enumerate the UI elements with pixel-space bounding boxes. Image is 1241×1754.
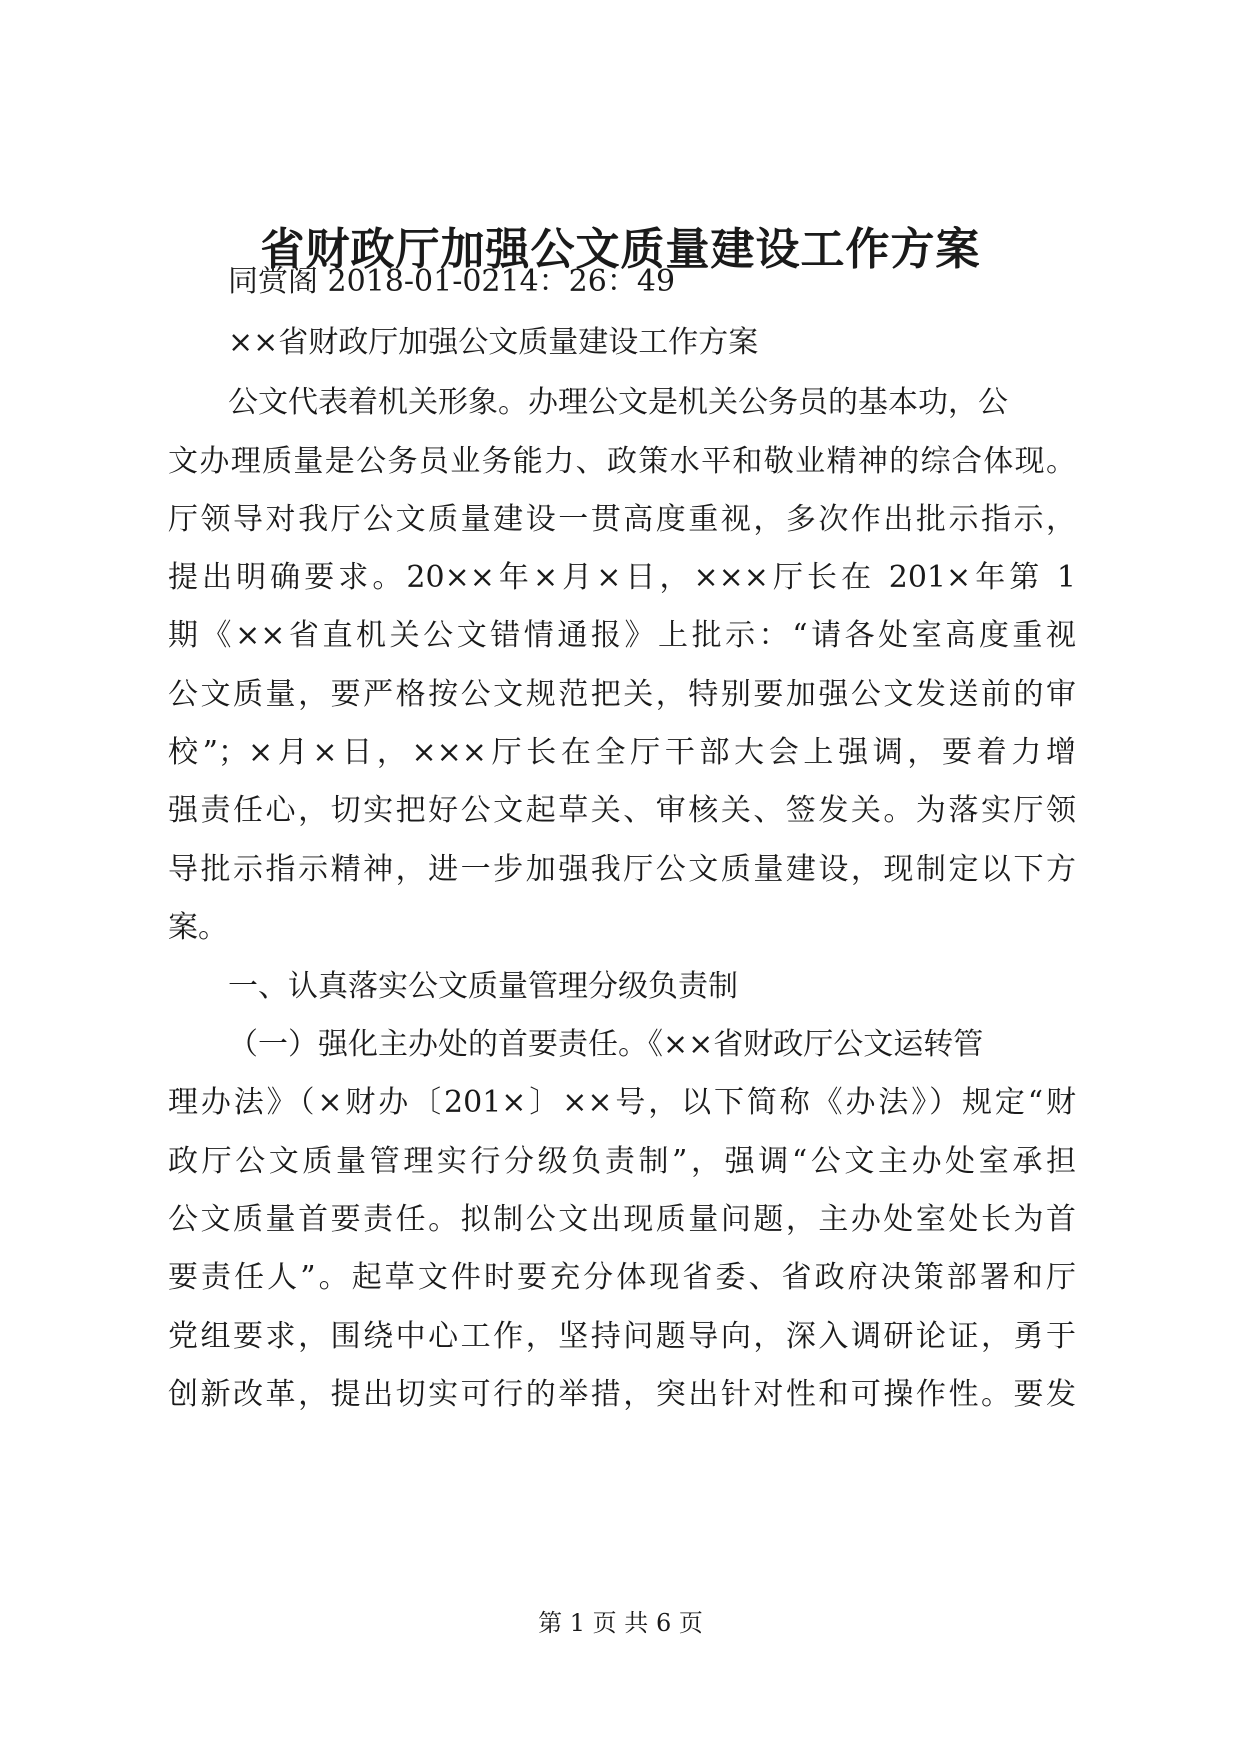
document-meta: 同赏阁 2018-01-0214：26：49 bbox=[228, 264, 676, 299]
body-line: 厅领导对我厅公文质量建设一贯高度重视，多次作出批示指示， bbox=[168, 502, 1076, 537]
body-line: 要责任人”。起草文件时要充分体现省委、省政府决策部署和厅 bbox=[168, 1260, 1076, 1295]
section-heading: 一、认真落实公文质量管理分级负责制 bbox=[228, 969, 738, 1004]
body-line: 公文质量，要严格按公文规范把关，特别要加强公文发送前的审 bbox=[168, 677, 1076, 712]
body-line: 提出明确要求。20××年×月×日，×××厅长在 201×年第 1 bbox=[168, 560, 1076, 595]
body-line: 政厅公文质量管理实行分级负责制”，强调“公文主办处室承担 bbox=[168, 1144, 1076, 1179]
body-line: 期《××省直机关公文错情通报》上批示：“请各处室高度重视 bbox=[168, 618, 1076, 653]
body-line: 理办法》（×财办〔201×〕××号，以下简称《办法》）规定“财 bbox=[168, 1085, 1076, 1120]
body-line: 公文代表着机关形象。办理公文是机关公务员的基本功，公 bbox=[228, 385, 1008, 420]
body-line: 文办理质量是公务员业务能力、政策水平和敬业精神的综合体现。 bbox=[168, 444, 1076, 479]
body-line: 案。 bbox=[168, 910, 228, 945]
document-subtitle: ××省财政厅加强公文质量建设工作方案 bbox=[228, 325, 759, 360]
body-line: 党组要求，围绕中心工作，坚持问题导向，深入调研论证，勇于 bbox=[168, 1319, 1076, 1354]
document-title: 省财政厅加强公文质量建设工作方案 bbox=[260, 224, 981, 275]
body-line: 校”；×月×日，×××厅长在全厅干部大会上强调，要着力增 bbox=[168, 735, 1076, 770]
page-footer: 第 1 页 共 6 页 bbox=[538, 1609, 703, 1637]
body-line: 公文质量首要责任。拟制公文出现质量问题，主办处室处长为首 bbox=[168, 1202, 1076, 1237]
body-line: 强责任心，切实把好公文起草关、审核关、签发关。为落实厅领 bbox=[168, 793, 1076, 828]
body-line: 导批示指示精神，进一步加强我厅公文质量建设，现制定以下方 bbox=[168, 852, 1076, 887]
body-line: （一）强化主办处的首要责任。《××省财政厅公文运转管 bbox=[228, 1027, 984, 1062]
body-line: 创新改革，提出切实可行的举措，突出针对性和可操作性。要发 bbox=[168, 1377, 1076, 1412]
